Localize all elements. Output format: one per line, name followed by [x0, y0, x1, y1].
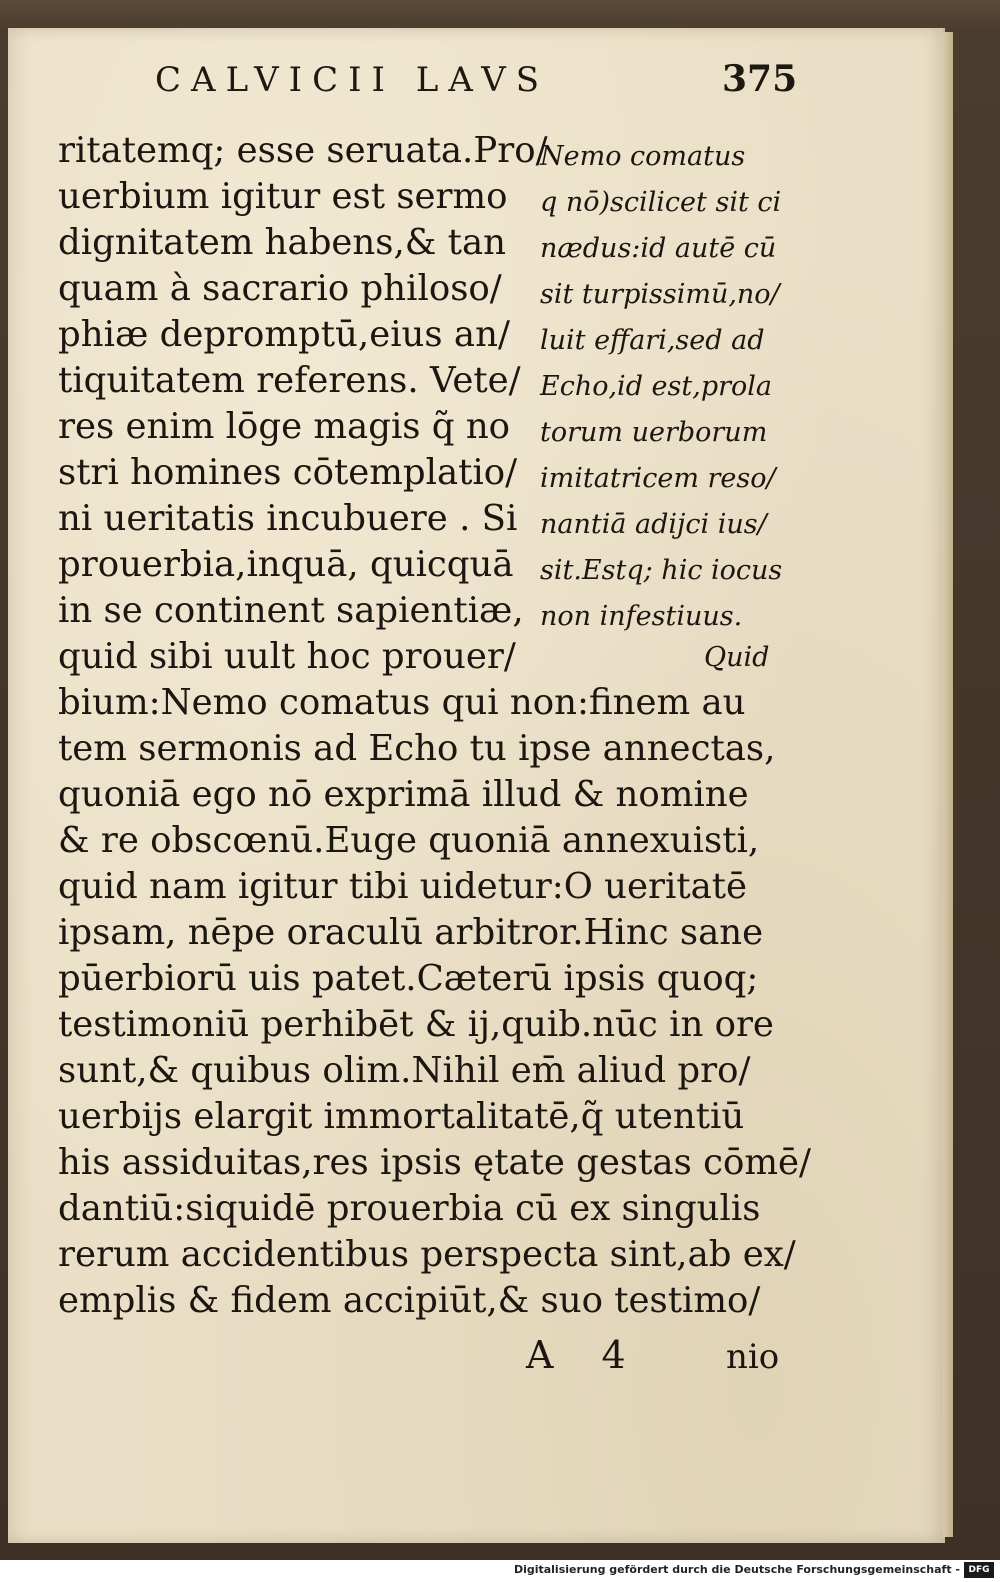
note-line: nantiā adijci ius/	[540, 509, 767, 540]
marginal-trailing-word: Quid	[704, 642, 770, 673]
running-head: CALVICII LAVS	[155, 60, 550, 100]
text-line: dantiū:siquidē prouerbia cū ex singulis	[58, 1188, 761, 1229]
text-line: dignitatem habens,& tan	[58, 222, 506, 263]
note-line: non infestiuus.	[540, 601, 743, 632]
note-line: Echo,id est,prola	[540, 371, 773, 402]
text-line: tem sermonis ad Echo tu ipse annectas,	[58, 728, 776, 769]
text-line: res enim lōge magis q̃ no	[58, 406, 511, 447]
marginal-note	[540, 134, 782, 640]
note-line: sit turpissimū,no/	[540, 279, 780, 310]
text-line: sunt,& quibus olim.Nihil em̄ aliud pro/	[58, 1050, 751, 1091]
page-edge	[943, 32, 953, 1537]
note-line: sit.Estq; hic iocus	[540, 555, 783, 586]
dfg-logo: DFG	[964, 1562, 994, 1578]
text-line: phiæ depromptū,eius an/	[58, 314, 510, 355]
note-line: imitatricem reso/	[540, 463, 776, 494]
text-line: ni ueritatis incubuere . Si	[58, 498, 518, 539]
text-line: in se continent sapientiæ,	[58, 590, 524, 631]
text-line: ipsam, nēpe oraculū arbitror.Hinc sane	[58, 912, 764, 953]
text-line: & re obscœnū.Euge quoniā annexuisti,	[58, 820, 760, 861]
note-line: q nō)scilicet sit ci	[540, 187, 782, 218]
text-line: ritatemq; esse seruata.Pro/	[58, 130, 548, 171]
text-line: pūerbiorū uis patet.Cæterū ipsis quoq;	[58, 958, 759, 999]
text-line: prouerbia,inquā, quicquā	[58, 544, 514, 585]
text-line: uerbium igitur est sermo	[58, 176, 508, 217]
note-line: luit effari,sed ad	[540, 325, 765, 356]
text-line: bium:Nemo comatus qui non:finem au	[58, 682, 746, 723]
note-line: Nemo comatus	[540, 141, 746, 172]
text-line: stri homines cōtemplatio/	[58, 452, 518, 493]
text-line: tiquitatem referens. Vete/	[58, 360, 521, 401]
signature-mark: A 4	[526, 1333, 644, 1377]
text-line: quid sibi uult hoc prouer/	[58, 636, 516, 677]
page-number: 375	[722, 58, 798, 100]
text-line: quam à sacrario philoso/	[58, 268, 502, 309]
catchword: nio	[726, 1337, 780, 1377]
funding-credit: Digitalisierung gefördert durch die Deutsche Forschungsgemeinschaft -	[513, 1563, 960, 1576]
text-line: rerum accidentibus perspecta sint,ab ex/	[58, 1234, 796, 1275]
text-line: his assiduitas,res ipsis ętate gestas cōmē/	[58, 1142, 811, 1183]
text-line: uerbijs elargit immortalitatē,q̃ utentiū	[58, 1096, 745, 1137]
note-line: torum uerborum	[540, 417, 768, 448]
text-line: quoniā ego nō exprimā illud & nomine	[58, 774, 749, 815]
text-line: quid nam igitur tibi uidetur:O ueritatē	[58, 866, 748, 907]
text-line: testimoniū perhibēt & ij,quib.nūc in ore	[58, 1004, 774, 1045]
text-line: emplis & fidem accipiūt,& suo testimo/	[58, 1280, 761, 1321]
note-line: nædus:id autē cū	[540, 233, 777, 264]
